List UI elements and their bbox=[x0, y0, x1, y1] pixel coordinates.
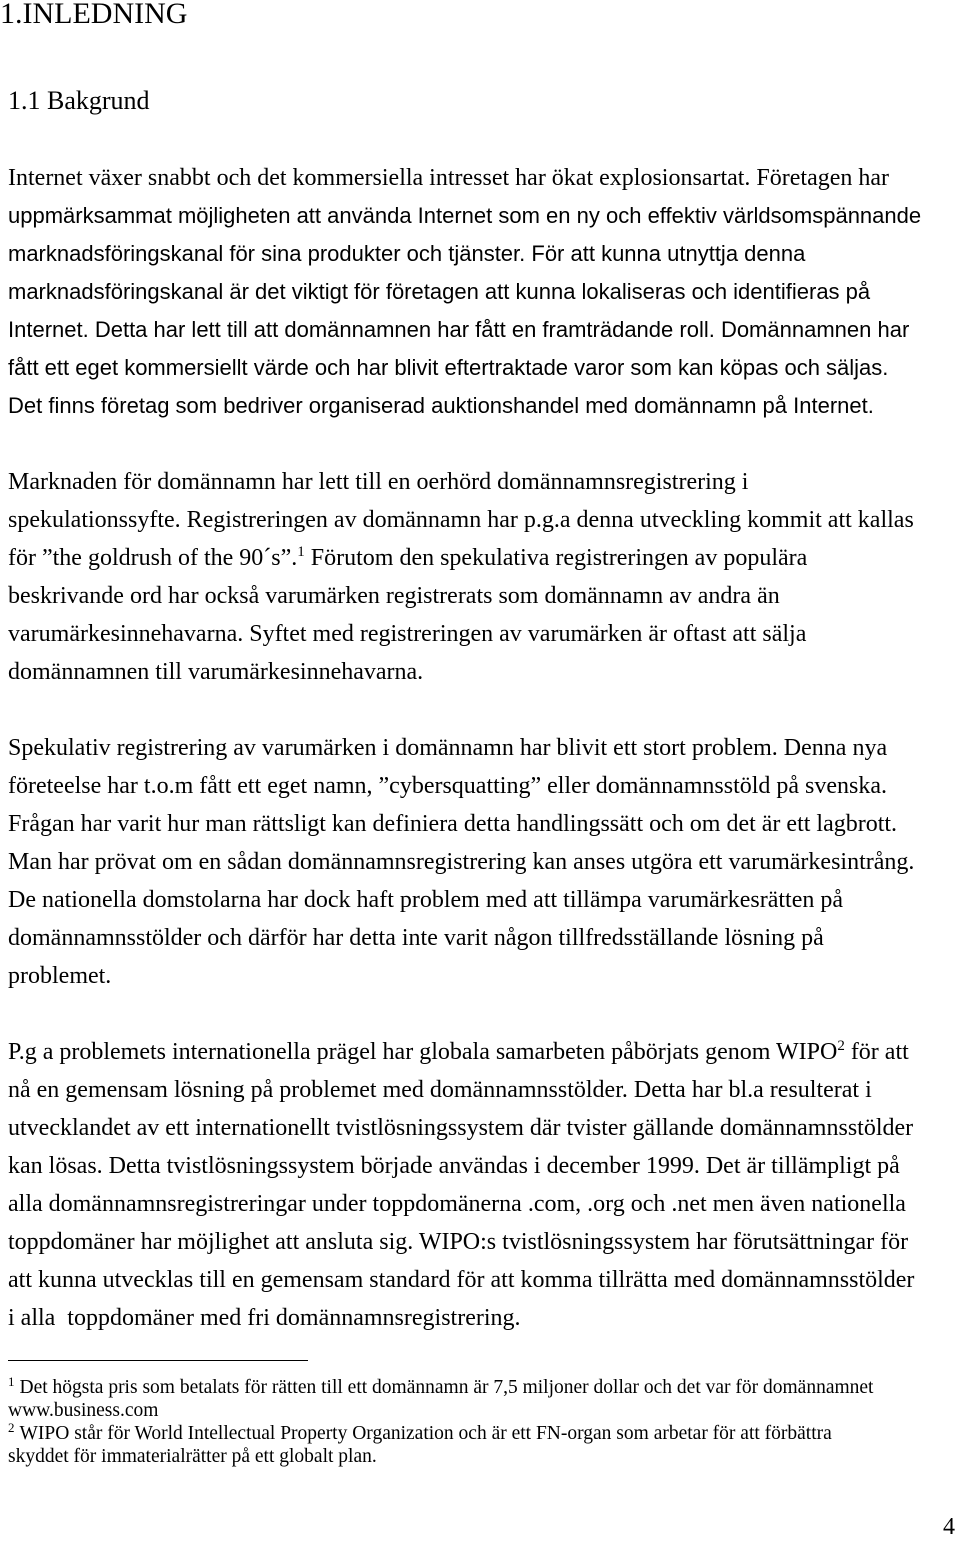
paragraph-line: Internet. Detta har lett till att domännamnen har fått en framträdande roll. Domännamnen har bbox=[8, 317, 910, 342]
paragraph-line: utvecklandet av ett internationellt tvistlösningssystem där tvister gällande domännamnsstölder bbox=[8, 1115, 914, 1141]
paragraph-line: Det finns företag som bedriver organiserad auktionshandel med domännamn på Internet. bbox=[8, 393, 874, 418]
paragraph-line: uppmärksammat möjligheten att använda Internet som en ny och effektiv världsomspännande bbox=[8, 203, 922, 228]
line-text: Förutom den spekulativa registreringen av populära bbox=[304, 545, 808, 571]
paragraph-line: Frågan har varit hur man rättsligt kan definiera detta handlingssätt och om det är ett lagbrott. bbox=[8, 811, 898, 837]
paragraph-line: Man har prövat om en sådan domännamnsregistrering kan anses utgöra ett varumärkesintrång. bbox=[8, 849, 915, 875]
footnote-line: www.business.com bbox=[8, 1400, 159, 1421]
paragraph-line: domännamnsstölder och därför har detta inte varit någon tillfredsställande lösning på bbox=[8, 925, 824, 951]
paragraph-1 bbox=[8, 159, 953, 425]
paragraph-line: spekulationssyfte. Registreringen av domännamn har p.g.a denna utveckling kommit att kallas bbox=[8, 507, 914, 533]
paragraph-line: problemet. bbox=[8, 963, 112, 989]
paragraph-line bbox=[8, 539, 953, 577]
footnote-text: Det högsta pris som betalats för rätten till ett domännamn är 7,5 miljoner dollar och det var för domännamnet bbox=[19, 1377, 874, 1398]
paragraph-line: marknadsföringskanal för sina produkter och tjänster. För att kunna utnyttja denna bbox=[8, 241, 806, 266]
paragraph-3 bbox=[8, 729, 953, 995]
paragraph-line: beskrivande ord har också varumärken registrerats som domännamn av andra än bbox=[8, 583, 780, 609]
footnote-line: skyddet för immaterialrätter på ett globalt plan. bbox=[8, 1446, 377, 1467]
paragraph-line: Marknaden för domännamn har lett till en oerhörd domännamnsregistrering i bbox=[8, 469, 749, 495]
paragraph-line: alla domännamnsregistreringar under toppdomänerna .com, .org och .net men även nationella bbox=[8, 1191, 906, 1217]
paragraph-line: De nationella domstolarna har dock haft problem med att tillämpa varumärkesrätten på bbox=[8, 887, 844, 913]
paragraph-line bbox=[8, 1033, 953, 1071]
paragraph-4 bbox=[8, 1033, 953, 1337]
paragraph-line: fått ett eget kommersiellt värde och har blivit eftertraktade varor som kan köpas och säljas. bbox=[8, 355, 889, 380]
section-heading: 1.1 Bakgrund bbox=[8, 86, 150, 115]
paragraph-line: varumärkesinnehavarna. Syftet med registreringen av varumärken är oftast att sälja bbox=[8, 621, 807, 647]
paragraph-line: marknadsföringskanal är det viktigt för företagen att kunna lokaliseras och identifieras på bbox=[8, 279, 871, 304]
footnote-reference: 1 bbox=[297, 544, 305, 560]
paragraph-line: kan lösas. Detta tvistlösningssystem började användas i december 1999. Det är tillämpligt på bbox=[8, 1153, 900, 1179]
paragraph-line: i alla toppdomäner med fri domännamnsregistrering. bbox=[8, 1305, 521, 1331]
line-text: för ”the goldrush of the 90´s”. bbox=[8, 545, 298, 571]
paragraph-line: Internet växer snabbt och det kommersiella intresset har ökat explosionsartat. Företagen har bbox=[8, 165, 890, 191]
footnotes bbox=[8, 1376, 953, 1468]
paragraph-line: Spekulativ registrering av varumärken i domännamn har blivit ett stort problem. Denna nya bbox=[8, 735, 888, 761]
paragraph-line: domännamnen till varumärkesinnehavarna. bbox=[8, 659, 424, 685]
paragraph-2 bbox=[8, 463, 953, 691]
paragraph-line: nå en gemensam lösning på problemet med domännamnsstölder. Detta har bl.a resulterat i bbox=[8, 1077, 872, 1103]
chapter-heading: 1.INLEDNING bbox=[0, 0, 188, 30]
page-number: 4 bbox=[943, 1514, 955, 1540]
footnote-separator bbox=[8, 1360, 308, 1361]
body-text bbox=[8, 159, 953, 1375]
footnote-2 bbox=[8, 1422, 953, 1445]
footnote-1 bbox=[8, 1376, 953, 1399]
footnote-text: WIPO står för World Intellectual Property Organization och är ett FN-organ som arbetar för att förbättra bbox=[19, 1423, 832, 1444]
paragraph-line: företeelse har t.o.m fått ett eget namn, ”cybersquatting” eller domännamnsstöld på svenska. bbox=[8, 773, 888, 799]
line-text: för att bbox=[844, 1039, 909, 1065]
line-text: P.g a problemets internationella prägel har globala samarbeten påbörjats genom WIPO bbox=[8, 1039, 838, 1065]
footnote-reference: 2 bbox=[837, 1038, 845, 1054]
footnote-number: 2 bbox=[8, 1420, 15, 1435]
paragraph-line: att kunna utvecklas till en gemensam standard för att komma tillrätta med domännamnsstölder bbox=[8, 1267, 915, 1293]
footnote-number: 1 bbox=[8, 1374, 15, 1389]
paragraph-line: toppdomäner har möjlighet att ansluta sig. WIPO:s tvistlösningssystem har förutsättningar för bbox=[8, 1229, 909, 1255]
